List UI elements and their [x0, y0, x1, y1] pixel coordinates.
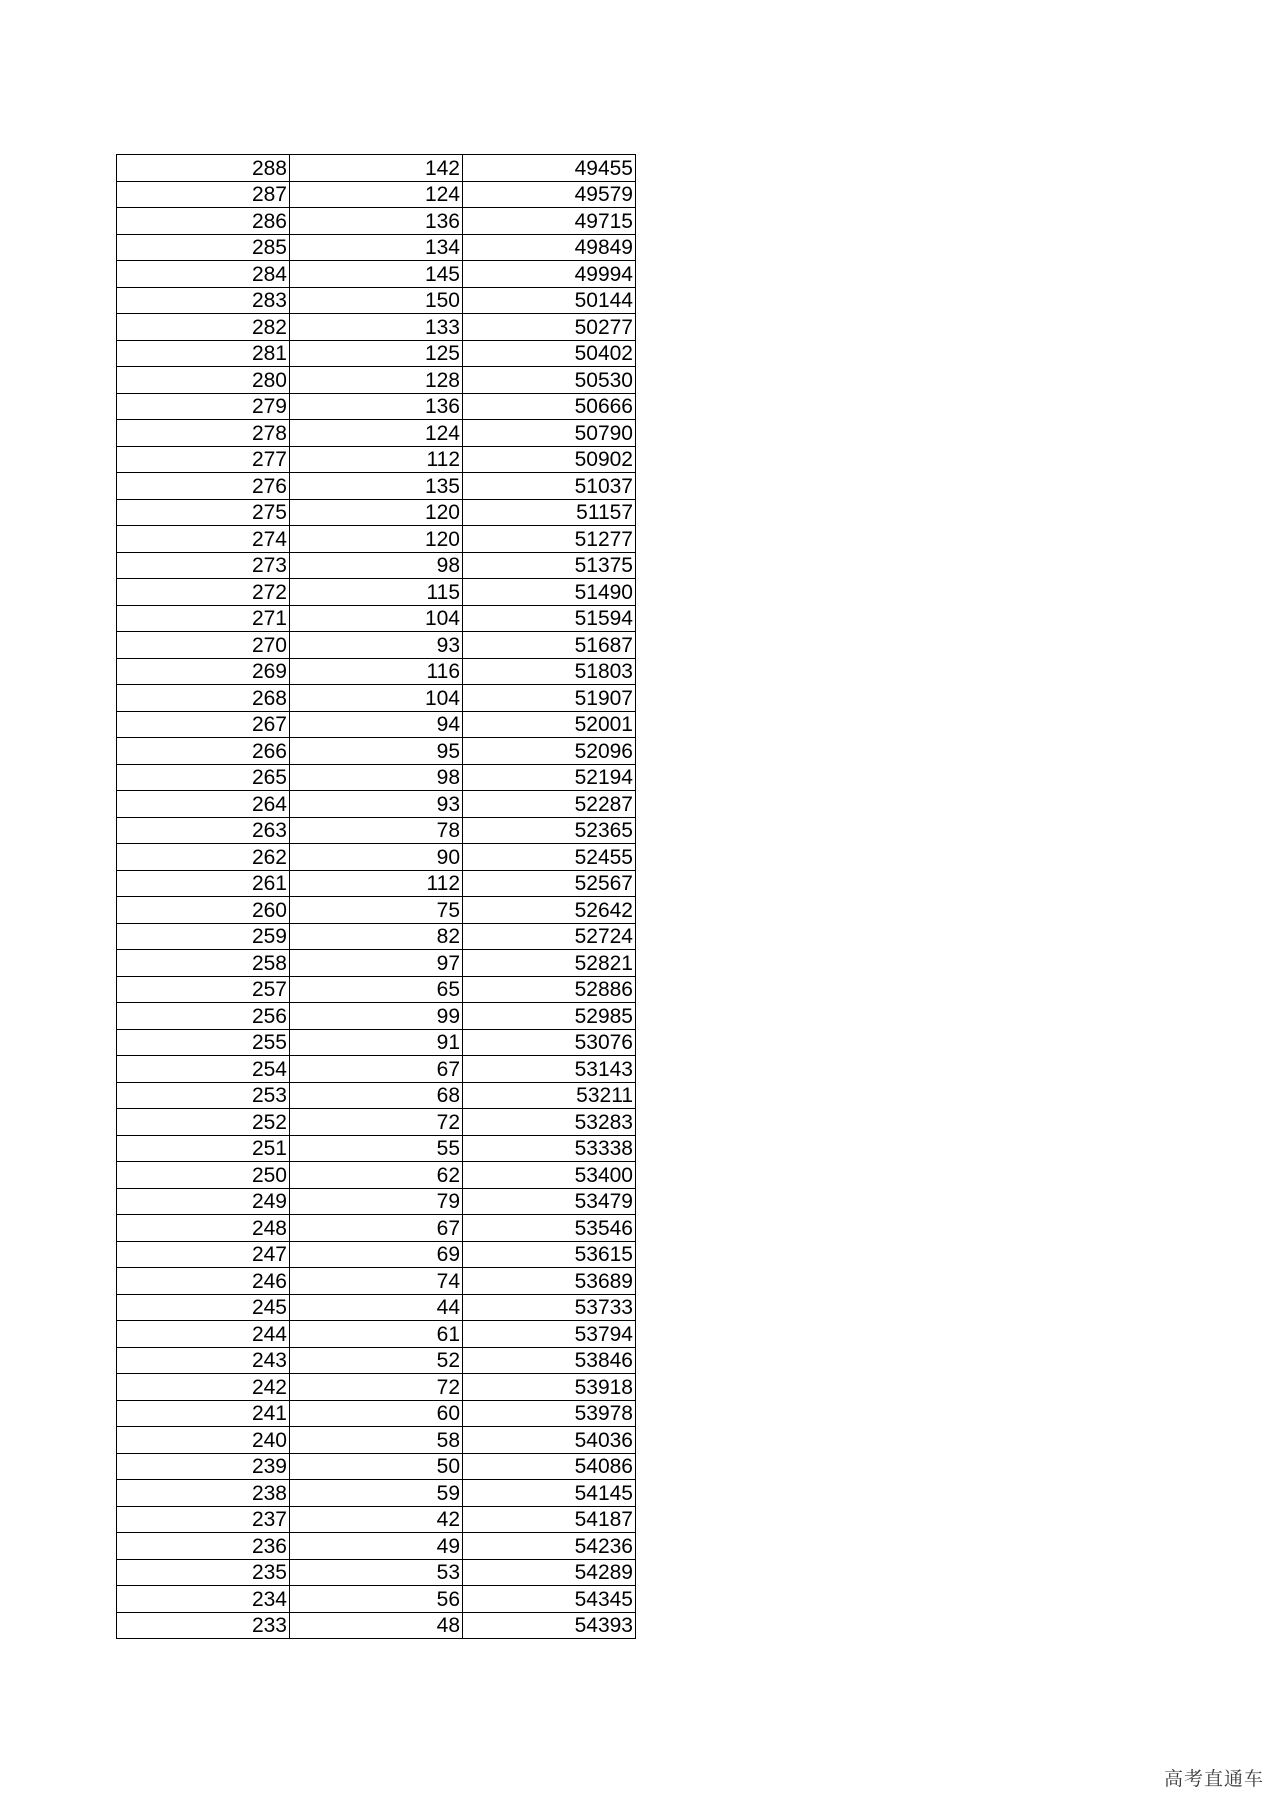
score-table-body — [117, 155, 636, 1639]
table-row — [117, 817, 636, 844]
cumulative-cell: 52985 — [463, 1003, 636, 1030]
cumulative-cell: 51157 — [463, 499, 636, 526]
score-cell: 281 — [117, 340, 290, 367]
cumulative-cell: 50790 — [463, 420, 636, 447]
cumulative-cell: 51277 — [463, 526, 636, 553]
table-row — [117, 552, 636, 579]
count-cell: 95 — [290, 738, 463, 765]
score-cell: 246 — [117, 1268, 290, 1295]
cumulative-cell: 51687 — [463, 632, 636, 659]
table-row — [117, 1082, 636, 1109]
count-cell: 104 — [290, 605, 463, 632]
cumulative-cell: 54036 — [463, 1427, 636, 1454]
score-cell: 276 — [117, 473, 290, 500]
cumulative-cell: 51594 — [463, 605, 636, 632]
score-cell: 273 — [117, 552, 290, 579]
count-cell: 72 — [290, 1374, 463, 1401]
score-cell: 280 — [117, 367, 290, 394]
score-cell: 260 — [117, 897, 290, 924]
count-cell: 82 — [290, 923, 463, 950]
table-row — [117, 1268, 636, 1295]
count-cell: 55 — [290, 1135, 463, 1162]
score-cell: 268 — [117, 685, 290, 712]
cumulative-cell: 53733 — [463, 1294, 636, 1321]
table-row — [117, 1453, 636, 1480]
table-row — [117, 658, 636, 685]
count-cell: 79 — [290, 1188, 463, 1215]
score-cell: 279 — [117, 393, 290, 420]
table-row — [117, 1215, 636, 1242]
score-cell: 264 — [117, 791, 290, 818]
score-cell: 252 — [117, 1109, 290, 1136]
watermark: 高考直通车 — [1163, 1768, 1264, 1790]
cumulative-cell: 49455 — [463, 155, 636, 182]
table-row — [117, 685, 636, 712]
score-cell: 251 — [117, 1135, 290, 1162]
score-cell: 259 — [117, 923, 290, 950]
score-cell: 287 — [117, 181, 290, 208]
cumulative-cell: 53978 — [463, 1400, 636, 1427]
cumulative-cell: 52001 — [463, 711, 636, 738]
table-row — [117, 1559, 636, 1586]
count-cell: 48 — [290, 1612, 463, 1639]
score-cell: 284 — [117, 261, 290, 288]
count-cell: 145 — [290, 261, 463, 288]
table-row — [117, 1347, 636, 1374]
cumulative-cell: 53400 — [463, 1162, 636, 1189]
table-row — [117, 181, 636, 208]
cumulative-cell: 53615 — [463, 1241, 636, 1268]
count-cell: 93 — [290, 791, 463, 818]
count-cell: 112 — [290, 446, 463, 473]
score-cell: 271 — [117, 605, 290, 632]
score-cell: 242 — [117, 1374, 290, 1401]
score-cell: 269 — [117, 658, 290, 685]
score-cell: 238 — [117, 1480, 290, 1507]
score-cell: 244 — [117, 1321, 290, 1348]
count-cell: 93 — [290, 632, 463, 659]
count-cell: 67 — [290, 1215, 463, 1242]
table-row — [117, 473, 636, 500]
table-row — [117, 1241, 636, 1268]
table-row — [117, 791, 636, 818]
table-row — [117, 1135, 636, 1162]
score-cell: 256 — [117, 1003, 290, 1030]
count-cell: 98 — [290, 552, 463, 579]
score-cell: 240 — [117, 1427, 290, 1454]
count-cell: 124 — [290, 181, 463, 208]
cumulative-cell: 53283 — [463, 1109, 636, 1136]
score-cell: 285 — [117, 234, 290, 261]
score-cell: 272 — [117, 579, 290, 606]
cumulative-cell: 53143 — [463, 1056, 636, 1083]
table-row — [117, 287, 636, 314]
table-row — [117, 1400, 636, 1427]
count-cell: 53 — [290, 1559, 463, 1586]
count-cell: 61 — [290, 1321, 463, 1348]
score-cell: 270 — [117, 632, 290, 659]
score-cell: 282 — [117, 314, 290, 341]
score-table — [116, 154, 636, 1639]
score-cell: 237 — [117, 1506, 290, 1533]
cumulative-cell: 51907 — [463, 685, 636, 712]
count-cell: 68 — [290, 1082, 463, 1109]
table-row — [117, 897, 636, 924]
count-cell: 59 — [290, 1480, 463, 1507]
count-cell: 49 — [290, 1533, 463, 1560]
count-cell: 125 — [290, 340, 463, 367]
table-row — [117, 1533, 636, 1560]
table-row — [117, 1374, 636, 1401]
table-row — [117, 1427, 636, 1454]
count-cell: 56 — [290, 1586, 463, 1613]
table-row — [117, 261, 636, 288]
count-cell: 50 — [290, 1453, 463, 1480]
cumulative-cell: 54345 — [463, 1586, 636, 1613]
count-cell: 67 — [290, 1056, 463, 1083]
count-cell: 116 — [290, 658, 463, 685]
score-cell: 286 — [117, 208, 290, 235]
score-cell: 249 — [117, 1188, 290, 1215]
count-cell: 52 — [290, 1347, 463, 1374]
score-cell: 234 — [117, 1586, 290, 1613]
count-cell: 90 — [290, 844, 463, 871]
score-cell: 278 — [117, 420, 290, 447]
count-cell: 69 — [290, 1241, 463, 1268]
score-cell: 265 — [117, 764, 290, 791]
cumulative-cell: 52567 — [463, 870, 636, 897]
cumulative-cell: 53846 — [463, 1347, 636, 1374]
score-cell: 266 — [117, 738, 290, 765]
score-cell: 277 — [117, 446, 290, 473]
cumulative-cell: 52724 — [463, 923, 636, 950]
table-row — [117, 579, 636, 606]
table-row — [117, 367, 636, 394]
table-row — [117, 446, 636, 473]
table-row — [117, 1162, 636, 1189]
score-cell: 267 — [117, 711, 290, 738]
count-cell: 150 — [290, 287, 463, 314]
cumulative-cell: 53338 — [463, 1135, 636, 1162]
score-cell: 236 — [117, 1533, 290, 1560]
cumulative-cell: 54187 — [463, 1506, 636, 1533]
table-row — [117, 923, 636, 950]
cumulative-cell: 51037 — [463, 473, 636, 500]
count-cell: 120 — [290, 499, 463, 526]
count-cell: 65 — [290, 976, 463, 1003]
count-cell: 112 — [290, 870, 463, 897]
count-cell: 120 — [290, 526, 463, 553]
cumulative-cell: 52096 — [463, 738, 636, 765]
table-row — [117, 1029, 636, 1056]
cumulative-cell: 52821 — [463, 950, 636, 977]
count-cell: 99 — [290, 1003, 463, 1030]
score-cell: 263 — [117, 817, 290, 844]
table-row — [117, 1109, 636, 1136]
cumulative-cell: 53546 — [463, 1215, 636, 1242]
score-cell: 261 — [117, 870, 290, 897]
count-cell: 44 — [290, 1294, 463, 1321]
cumulative-cell: 53211 — [463, 1082, 636, 1109]
cumulative-cell: 49994 — [463, 261, 636, 288]
cumulative-cell: 50402 — [463, 340, 636, 367]
count-cell: 104 — [290, 685, 463, 712]
cumulative-cell: 52287 — [463, 791, 636, 818]
count-cell: 74 — [290, 1268, 463, 1295]
cumulative-cell: 52455 — [463, 844, 636, 871]
cumulative-cell: 52194 — [463, 764, 636, 791]
cumulative-cell: 49715 — [463, 208, 636, 235]
table-row — [117, 1003, 636, 1030]
table-row — [117, 1056, 636, 1083]
cumulative-cell: 53689 — [463, 1268, 636, 1295]
score-cell: 274 — [117, 526, 290, 553]
table-row — [117, 234, 636, 261]
score-cell: 233 — [117, 1612, 290, 1639]
cumulative-cell: 53076 — [463, 1029, 636, 1056]
score-cell: 257 — [117, 976, 290, 1003]
cumulative-cell: 51490 — [463, 579, 636, 606]
table-row — [117, 155, 636, 182]
count-cell: 58 — [290, 1427, 463, 1454]
score-cell: 283 — [117, 287, 290, 314]
count-cell: 135 — [290, 473, 463, 500]
table-row — [117, 976, 636, 1003]
table-row — [117, 870, 636, 897]
count-cell: 136 — [290, 208, 463, 235]
count-cell: 60 — [290, 1400, 463, 1427]
table-row — [117, 499, 636, 526]
table-row — [117, 605, 636, 632]
score-cell: 245 — [117, 1294, 290, 1321]
cumulative-cell: 54145 — [463, 1480, 636, 1507]
score-cell: 243 — [117, 1347, 290, 1374]
cumulative-cell: 52642 — [463, 897, 636, 924]
table-row — [117, 208, 636, 235]
score-cell: 239 — [117, 1453, 290, 1480]
count-cell: 62 — [290, 1162, 463, 1189]
score-cell: 288 — [117, 155, 290, 182]
table-row — [117, 1506, 636, 1533]
count-cell: 128 — [290, 367, 463, 394]
cumulative-cell: 49579 — [463, 181, 636, 208]
cumulative-cell: 54236 — [463, 1533, 636, 1560]
table-row — [117, 420, 636, 447]
count-cell: 75 — [290, 897, 463, 924]
count-cell: 142 — [290, 155, 463, 182]
count-cell: 94 — [290, 711, 463, 738]
cumulative-cell: 50902 — [463, 446, 636, 473]
table-row — [117, 1480, 636, 1507]
count-cell: 91 — [290, 1029, 463, 1056]
table-row — [117, 1294, 636, 1321]
table-row — [117, 764, 636, 791]
table-row — [117, 340, 636, 367]
score-cell: 247 — [117, 1241, 290, 1268]
table-row — [117, 711, 636, 738]
score-cell: 248 — [117, 1215, 290, 1242]
cumulative-cell: 51375 — [463, 552, 636, 579]
score-cell: 275 — [117, 499, 290, 526]
table-row — [117, 1321, 636, 1348]
table-row — [117, 632, 636, 659]
cumulative-cell: 53479 — [463, 1188, 636, 1215]
count-cell: 72 — [290, 1109, 463, 1136]
cumulative-cell: 50277 — [463, 314, 636, 341]
table-row — [117, 1612, 636, 1639]
count-cell: 42 — [290, 1506, 463, 1533]
count-cell: 98 — [290, 764, 463, 791]
cumulative-cell: 50666 — [463, 393, 636, 420]
count-cell: 115 — [290, 579, 463, 606]
score-cell: 255 — [117, 1029, 290, 1056]
cumulative-cell: 51803 — [463, 658, 636, 685]
score-cell: 253 — [117, 1082, 290, 1109]
table-row — [117, 738, 636, 765]
table-row — [117, 844, 636, 871]
table-row — [117, 1586, 636, 1613]
cumulative-cell: 49849 — [463, 234, 636, 261]
cumulative-cell: 53794 — [463, 1321, 636, 1348]
table-row — [117, 314, 636, 341]
score-cell: 241 — [117, 1400, 290, 1427]
count-cell: 124 — [290, 420, 463, 447]
score-cell: 235 — [117, 1559, 290, 1586]
count-cell: 136 — [290, 393, 463, 420]
count-cell: 97 — [290, 950, 463, 977]
cumulative-cell: 50530 — [463, 367, 636, 394]
score-cell: 258 — [117, 950, 290, 977]
cumulative-cell: 53918 — [463, 1374, 636, 1401]
table-row — [117, 1188, 636, 1215]
cumulative-cell: 54289 — [463, 1559, 636, 1586]
cumulative-cell: 54393 — [463, 1612, 636, 1639]
score-cell: 262 — [117, 844, 290, 871]
count-cell: 133 — [290, 314, 463, 341]
cumulative-cell: 50144 — [463, 287, 636, 314]
count-cell: 78 — [290, 817, 463, 844]
count-cell: 134 — [290, 234, 463, 261]
table-row — [117, 526, 636, 553]
score-cell: 250 — [117, 1162, 290, 1189]
table-row — [117, 950, 636, 977]
score-cell: 254 — [117, 1056, 290, 1083]
table-row — [117, 393, 636, 420]
cumulative-cell: 54086 — [463, 1453, 636, 1480]
cumulative-cell: 52886 — [463, 976, 636, 1003]
cumulative-cell: 52365 — [463, 817, 636, 844]
